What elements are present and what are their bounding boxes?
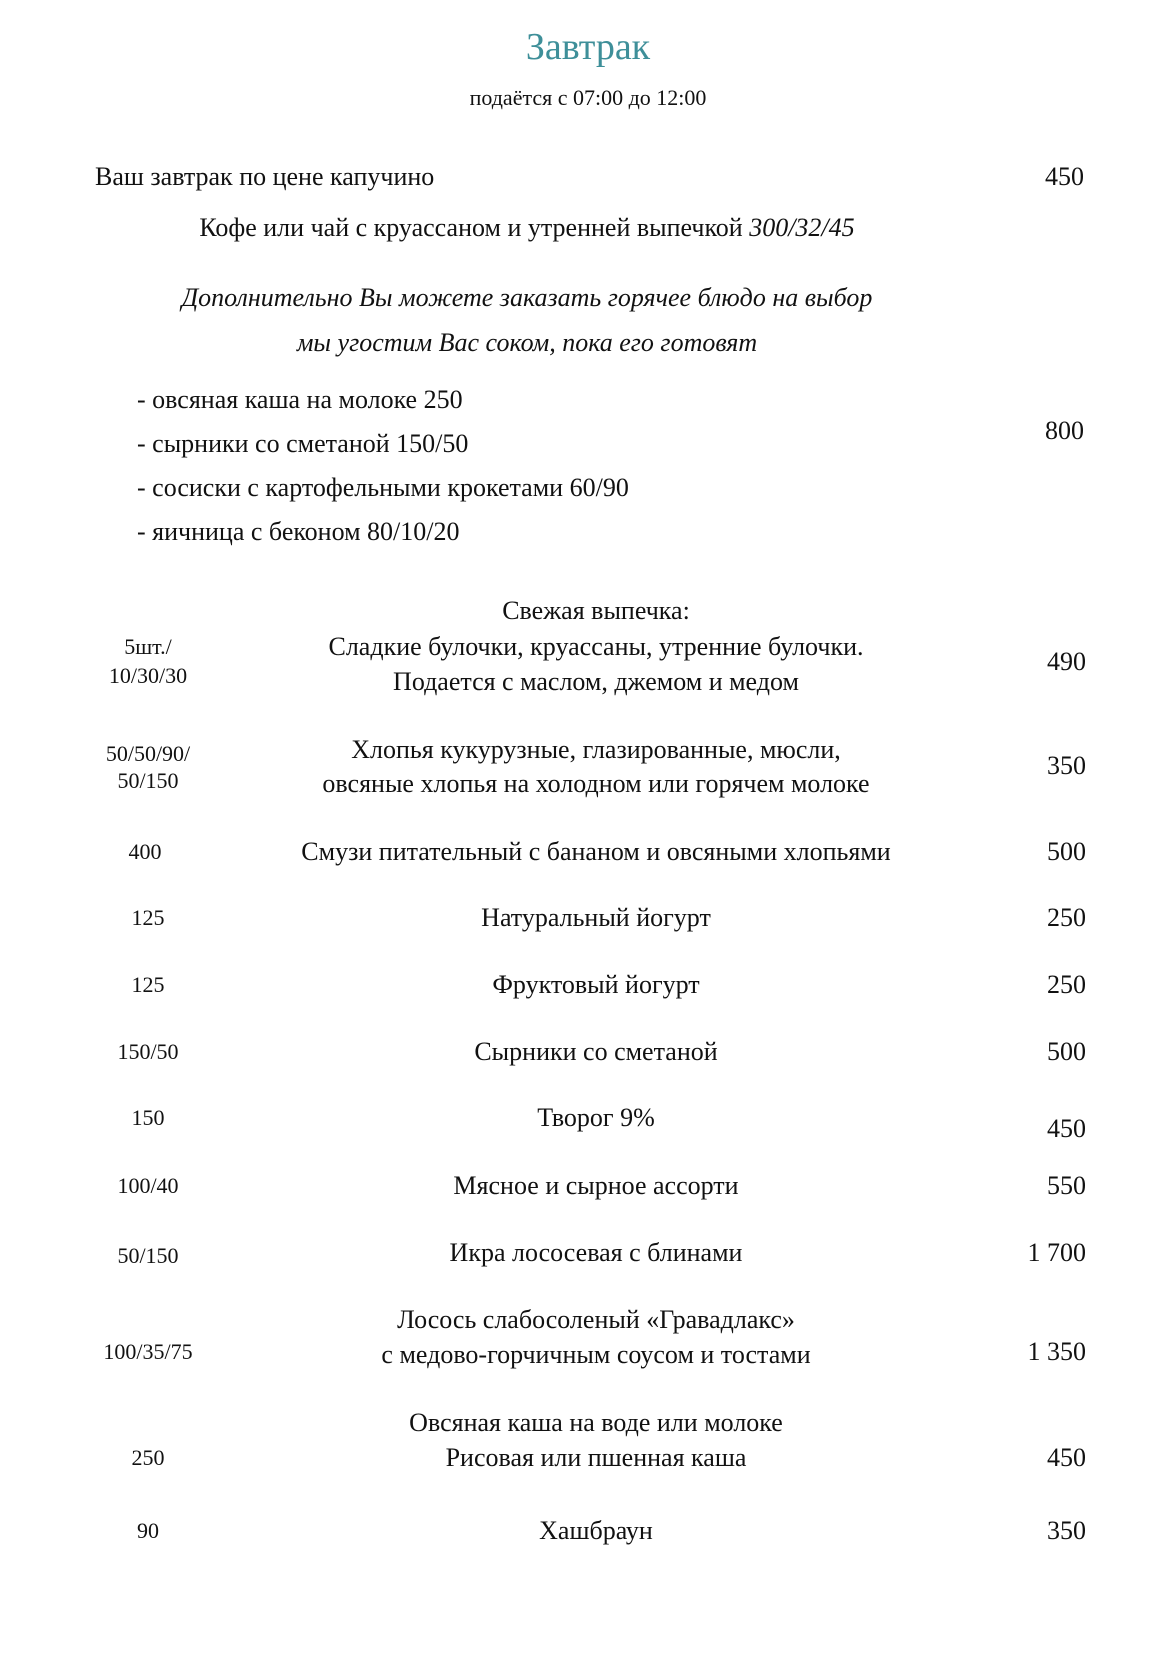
item-name: Хлопья кукурузные, глазированные, мюсли,: [351, 735, 841, 764]
offer-description-text: Кофе или чай с круассаном и утренней выпечкой: [199, 213, 743, 242]
item-name: Лосось слабосоленый «Гравадлакс»: [397, 1305, 795, 1334]
item-weight: 150: [131, 1105, 165, 1130]
offer-description: [199, 212, 854, 244]
item-price: 350: [1047, 751, 1086, 780]
item-weight: 5шт./: [124, 634, 172, 659]
offer-name: Ваш завтрак по цене капучино: [95, 162, 435, 191]
offer-note-line: [297, 327, 757, 359]
item-name: Овсяная каша на воде или молоке: [409, 1408, 783, 1437]
item-name: Хашбраун: [539, 1516, 653, 1545]
item-price: 490: [1047, 647, 1086, 676]
item-price: 550: [1047, 1171, 1086, 1200]
item-weight: 125: [131, 905, 165, 930]
item-name: Сладкие булочки, круассаны, утренние булочки.: [328, 632, 864, 661]
item-weight: 250: [131, 1445, 165, 1470]
item-weight: 10/30/30: [108, 663, 188, 688]
item-name: Мясное и сырное ассорти: [453, 1171, 739, 1200]
item-name: Смузи питательный с бананом и овсяными хлопьями: [301, 837, 891, 866]
item-price: 1 350: [1027, 1337, 1086, 1366]
offer-option: - яичница с беконом 80/10/20: [137, 517, 460, 546]
offer-option: - овсяная каша на молоке 250: [137, 385, 463, 414]
offer-weight: 300/32/45: [749, 213, 855, 242]
item-name: овсяные хлопья на холодном или горячем молоке: [322, 769, 870, 798]
item-name: Подается с маслом, джемом и медом: [393, 667, 799, 696]
item-name: Свежая выпечка:: [502, 596, 690, 625]
item-price: 250: [1047, 903, 1086, 932]
item-price: 500: [1047, 837, 1086, 866]
offer-note-line: [182, 282, 873, 314]
item-name: Сырники со сметаной: [474, 1037, 718, 1066]
item-price: 450: [1047, 1114, 1086, 1143]
serving-hours: подаётся с 07:00 до 12:00: [469, 85, 707, 110]
item-price: 350: [1047, 1516, 1086, 1545]
item-name: Фруктовый йогурт: [492, 970, 700, 999]
item-price: 450: [1047, 1443, 1086, 1472]
item-name: Икра лососевая с блинами: [449, 1238, 743, 1267]
item-name: Творог 9%: [537, 1103, 655, 1132]
item-weight: 50/50/90/: [105, 741, 191, 766]
offer-option: - сосиски с картофельными крокетами 60/90: [137, 473, 629, 502]
item-weight: 90: [137, 1518, 159, 1543]
item-price: 250: [1047, 970, 1086, 999]
item-weight: 50/150: [117, 768, 179, 793]
page-title: Завтрак: [525, 26, 651, 68]
item-weight: 100/40: [117, 1173, 179, 1198]
item-name: Натуральный йогурт: [481, 903, 711, 932]
item-weight: 150/50: [117, 1039, 179, 1064]
offer-note-text: мы угостим Вас соком, пока его готовят: [296, 328, 758, 357]
item-weight: 50/150: [117, 1243, 179, 1268]
item-weight: 125: [131, 972, 165, 997]
item-weight: 400: [128, 839, 162, 864]
offer-price: 450: [1045, 162, 1084, 191]
item-name: с медово-горчичным соусом и тостами: [381, 1340, 811, 1369]
offer-note-text: Дополнительно Вы можете заказать горячее блюдо на выбор: [181, 283, 873, 312]
item-name: Рисовая или пшенная каша: [445, 1443, 747, 1472]
offer-options-price: 800: [1045, 416, 1084, 445]
item-price: 1 700: [1027, 1238, 1086, 1267]
item-price: 500: [1047, 1037, 1086, 1066]
offer-option: - сырники со сметаной 150/50: [137, 429, 469, 458]
item-weight: 100/35/75: [103, 1339, 193, 1364]
